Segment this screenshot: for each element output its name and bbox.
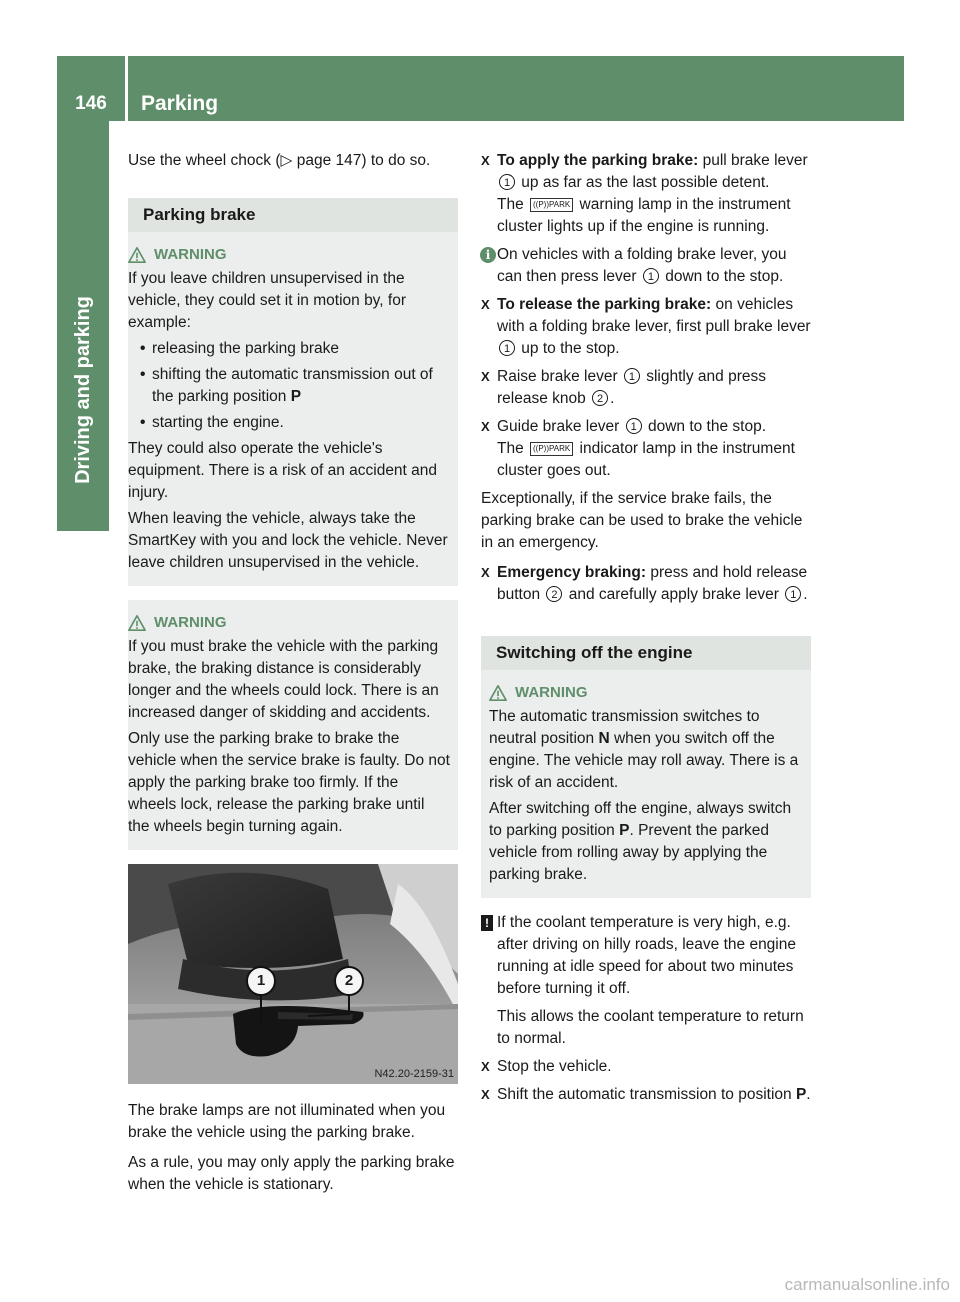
parking-brake-lamp-icon: ((P))PARK (530, 198, 573, 212)
warning-box-children (128, 232, 458, 586)
step-stop-vehicle: X Stop the vehicle. (481, 1056, 811, 1078)
side-label: Driving and parking (72, 296, 94, 484)
step-release-brake: X To release the parking brake: on vehicles with a folding brake lever, first pull brake lever 1 up to the stop. (481, 296, 811, 357)
step-guide-lever: X Guide brake lever 1 down to the stop. The ((P))PARK indicator lamp in the instrument cluster goes out. (481, 418, 795, 479)
bullet-item: • releasing the parking brake (128, 338, 450, 360)
warning-text: If you must brake the vehicle with the parking brake, the braking distance is considerably longer and the wheels could lock. There is an increased danger of skidding and accidents. (128, 638, 439, 721)
callout-1: 1 (246, 966, 276, 996)
section-title: Parking (141, 92, 219, 115)
brake-lever-illustration (128, 864, 458, 1084)
number-1-icon: 1 (785, 586, 801, 602)
warning-title: WARNING (128, 612, 450, 634)
paragraph: As a rule, you may only apply the parking brake when the vehicle is stationary. (128, 1154, 455, 1193)
bullet-item: • shifting the automatic transmission out of the parking position P (140, 366, 433, 405)
bullet-dot: • (140, 366, 146, 383)
warning-text: After switching off the engine, always switch to parking position P. Prevent the parked vehicle from rolling away by applying the parking brake. (489, 800, 792, 883)
warning-title: WARNING (128, 244, 450, 266)
step-arrow-icon: X (481, 297, 490, 312)
step-apply-brake: X To apply the parking brake: pull brake lever 1 up as far as the last possible detent. The ((P))PARK warning lamp in the instrument cluster lights up if the engine is running. (481, 152, 808, 235)
step-arrow-icon: X (481, 153, 490, 168)
warning-box-engine (481, 670, 811, 898)
number-2-icon: 2 (592, 390, 608, 406)
watermark: carmanualsonline.info (784, 1275, 950, 1294)
page-number: 146 (75, 93, 107, 114)
info-note: i On vehicles with a folding brake lever, you can then press lever 1 down to the stop. (481, 244, 811, 288)
number-1-icon: 1 (643, 268, 659, 284)
intro-paragraph: Use the wheel chock (▷ page 147) to do so. (128, 152, 431, 169)
header-divider (125, 56, 128, 121)
number-1-icon: 1 (499, 340, 515, 356)
warning-text: When leaving the vehicle, always take the SmartKey with you and lock the vehicle. Never leave children unsupervised in the vehicle. (128, 510, 448, 571)
warning-title: WARNING (489, 682, 803, 704)
warning-triangle-icon (489, 684, 507, 702)
number-1-icon: 1 (626, 418, 642, 434)
number-2-icon: 2 (546, 586, 562, 602)
heading-switching-off-engine: Switching off the engine (481, 636, 811, 670)
bullet-item: • starting the engine. (128, 412, 450, 434)
warning-text: They could also operate the vehicle's equipment. There is a risk of an accident and injury. (128, 440, 438, 501)
step-arrow-icon: X (481, 1087, 490, 1102)
parking-brake-figure (128, 864, 458, 1084)
parking-brake-lamp-icon: ((P))PARK (530, 442, 573, 456)
exclamation-icon: ! (481, 915, 493, 931)
caution-note: ! If the coolant temperature is very high, e.g. after driving on hilly roads, leave the engine running at idle speed for about two minutes before turning it off. This allows the coolant temperature to return to normal. (481, 912, 811, 1050)
warning-text: Only use the parking brake to brake the vehicle when the service brake is faulty. Do not apply the parking brake too firmly. If the wheels lock, release the parking brake until the wheels begin turning again. (128, 730, 450, 835)
paragraph: The brake lamps are not illuminated when you brake the vehicle using the parking brake. (128, 1102, 446, 1141)
warning-triangle-icon (128, 246, 146, 264)
step-arrow-icon: X (481, 369, 490, 384)
info-icon: i (480, 247, 496, 263)
page-ref-arrow-icon: ▷ (280, 152, 293, 169)
bullet-dot: • (140, 340, 146, 357)
bullet-dot: • (140, 414, 146, 431)
step-arrow-icon: X (481, 1059, 490, 1074)
left-column (128, 150, 458, 1204)
callout-2: 2 (334, 966, 364, 996)
heading-parking-brake: Parking brake (128, 198, 458, 232)
step-shift-transmission: X Shift the automatic transmission to position P. (481, 1084, 811, 1106)
figure-code: N42.20-2159-31 (374, 1068, 454, 1080)
warning-text: If you leave children unsupervised in the vehicle, they could set it in motion by, for example: (128, 270, 406, 331)
warning-text: The automatic transmission switches to neutral position N when you switch off the engine. The vehicle may roll away. There is a risk of an accident. (489, 708, 799, 791)
step-arrow-icon: X (481, 565, 490, 580)
step-raise-lever: X Raise brake lever 1 slightly and press release knob 2 . (481, 368, 766, 407)
number-1-icon: 1 (499, 174, 515, 190)
step-arrow-icon: X (481, 419, 490, 434)
warning-box-braking (128, 600, 458, 850)
paragraph: Exceptionally, if the service brake fails, the parking brake can be used to brake the vehicle in an emergency. (481, 490, 803, 551)
step-emergency-braking: X Emergency braking: press and hold release button 2 and carefully apply brake lever 1 . (481, 564, 808, 603)
number-1-icon: 1 (624, 368, 640, 384)
warning-triangle-icon (128, 614, 146, 632)
right-column (481, 150, 811, 1112)
